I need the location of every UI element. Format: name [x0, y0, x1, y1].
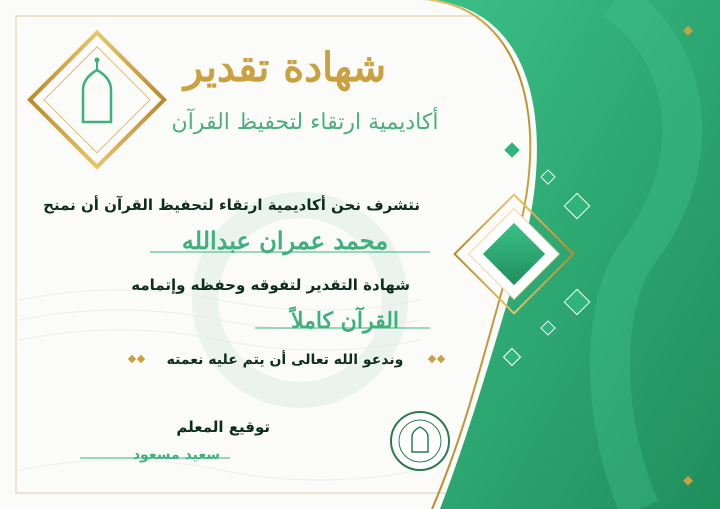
certificate-title: شهادة تقدير	[183, 44, 387, 91]
teacher-name: سعيد مسعود	[132, 447, 220, 463]
academy-name: أكاديمية ارتقاء لتحفيظ القرآن	[171, 110, 439, 135]
prayer-text: وندعو الله تعالى أن يتم عليه نعمته	[166, 352, 404, 368]
appreciation-text: شهادة التقدير لتفوقه وحفظه وإتمامه	[131, 276, 410, 294]
academy-seal	[391, 412, 449, 470]
teacher-signature-title: توقيع المعلم	[176, 418, 270, 436]
logo-diamond	[30, 33, 164, 167]
achievement-text: القرآن كاملاً	[290, 308, 400, 334]
intro-text: نتشرف نحن أكاديمية ارتقاء لتحفيظ القرآن أن نمنح	[43, 196, 420, 214]
recipient-name: محمد عمران عبدالله	[181, 226, 389, 255]
